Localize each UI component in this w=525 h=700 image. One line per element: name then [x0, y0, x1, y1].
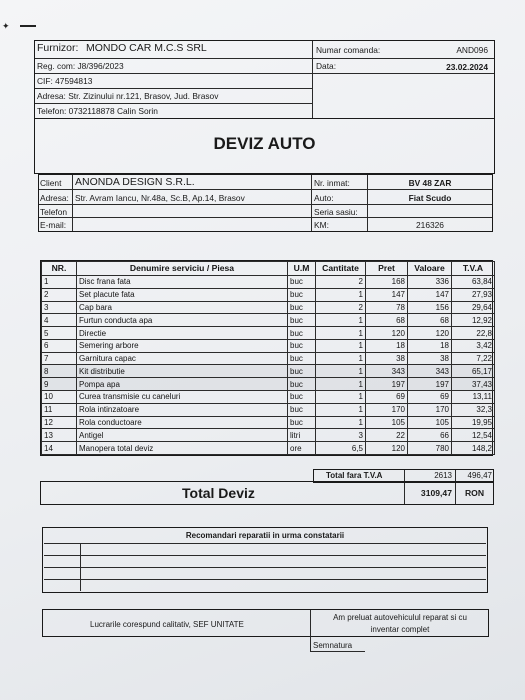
row-value: 197 — [408, 378, 452, 391]
order-date: 23.02.2024 — [446, 62, 488, 72]
row-vat: 13,11 — [452, 391, 495, 404]
corner-mark — [0, 18, 40, 32]
row-name: Directie — [77, 327, 288, 340]
row-vat: 37,43 — [452, 378, 495, 391]
table-row — [42, 276, 495, 289]
row-vat: 29,64 — [452, 301, 495, 314]
col-header-name: Denumire serviciu / Piesa — [77, 262, 288, 276]
row-qty: 6,5 — [316, 442, 366, 455]
row-name: Cap bara — [77, 301, 288, 314]
row-nr: 11 — [42, 403, 77, 416]
plate-label: Nr. inmat: — [314, 178, 350, 188]
row-um: buc — [288, 403, 316, 416]
row-nr: 14 — [42, 442, 77, 455]
row-nr: 5 — [42, 327, 77, 340]
row-um: ore — [288, 442, 316, 455]
supplier-phone: Telefon: 0732118878 Calin Sorin — [37, 106, 158, 116]
table-row — [42, 442, 495, 455]
row-nr: 3 — [42, 301, 77, 314]
row-price: 120 — [366, 327, 408, 340]
row-vat: 22,8 — [452, 327, 495, 340]
km-label: KM: — [314, 220, 329, 230]
net-total-label: Total fara T.V.A — [326, 471, 383, 480]
total-label: Total Deviz — [182, 485, 255, 501]
net-total-value: 2613 — [434, 471, 452, 480]
order-date-label: Data: — [316, 61, 337, 71]
row-name: Pompa apa — [77, 378, 288, 391]
row-name: Antigel — [77, 429, 288, 442]
row-um: buc — [288, 301, 316, 314]
row-nr: 12 — [42, 416, 77, 429]
row-nr: 2 — [42, 288, 77, 301]
row-price: 69 — [366, 391, 408, 404]
row-um: buc — [288, 416, 316, 429]
table-row — [42, 365, 495, 378]
row-value: 38 — [408, 352, 452, 365]
table-row — [42, 339, 495, 352]
row-qty: 1 — [316, 339, 366, 352]
row-vat: 3,42 — [452, 339, 495, 352]
row-name: Garnitura capac — [77, 352, 288, 365]
row-qty: 2 — [316, 301, 366, 314]
row-value: 66 — [408, 429, 452, 442]
col-header-qty: Cantitate — [316, 262, 366, 276]
row-value: 780 — [408, 442, 452, 455]
row-nr: 1 — [42, 276, 77, 289]
row-um: buc — [288, 314, 316, 327]
total-value: 3109,47 — [420, 488, 452, 498]
row-qty: 1 — [316, 391, 366, 404]
row-nr: 6 — [42, 339, 77, 352]
row-price: 170 — [366, 403, 408, 416]
row-um: buc — [288, 276, 316, 289]
row-nr: 4 — [42, 314, 77, 327]
row-value: 147 — [408, 288, 452, 301]
client-address-label: Adresa: — [40, 193, 69, 203]
row-qty: 1 — [316, 403, 366, 416]
row-price: 22 — [366, 429, 408, 442]
row-um: buc — [288, 352, 316, 365]
quality-statement: Lucrarile corespund calitativ, SEF UNITATE — [90, 620, 244, 629]
row-value: 170 — [408, 403, 452, 416]
row-vat: 7,22 — [452, 352, 495, 365]
row-vat: 65,17 — [452, 365, 495, 378]
row-vat: 32,3 — [452, 403, 495, 416]
received-statement-line2: inventar complet — [370, 625, 430, 634]
row-vat: 63,84 — [452, 276, 495, 289]
table-row — [42, 352, 495, 365]
supplier-address: Adresa: Str. Zizinului nr.121, Brasov, Jud. Brasov — [37, 91, 219, 101]
document-title: DEVIZ AUTO — [213, 134, 316, 153]
row-price: 120 — [366, 442, 408, 455]
row-nr: 10 — [42, 391, 77, 404]
row-price: 78 — [366, 301, 408, 314]
row-value: 69 — [408, 391, 452, 404]
row-name: Set placute fata — [77, 288, 288, 301]
row-qty: 2 — [316, 276, 366, 289]
order-number-label: Numar comanda: — [316, 45, 381, 55]
col-header-nr: NR. — [42, 262, 77, 276]
row-name: Rola intinzatoare — [77, 403, 288, 416]
row-um: litri — [288, 429, 316, 442]
table-row — [42, 314, 495, 327]
client-email-label: E-mail: — [40, 220, 67, 230]
auto-label: Auto: — [314, 193, 334, 203]
row-um: buc — [288, 288, 316, 301]
row-name: Curea transmisie cu caneluri — [77, 391, 288, 404]
table-row — [42, 288, 495, 301]
supplier-reg: Reg. com: J8/396/2023 — [37, 61, 124, 71]
table-row — [42, 391, 495, 404]
supplier-name: MONDO CAR M.C.S SRL — [86, 42, 207, 54]
row-nr: 9 — [42, 378, 77, 391]
col-header-vat: T.V.A — [452, 262, 495, 276]
col-header-price: Pret — [366, 262, 408, 276]
row-um: buc — [288, 391, 316, 404]
received-statement-line1: Am preluat autovehiculul reparat si cu — [333, 613, 467, 622]
row-vat: 19,95 — [452, 416, 495, 429]
col-header-value: Valoare — [408, 262, 452, 276]
row-vat: 12,54 — [452, 429, 495, 442]
row-value: 343 — [408, 365, 452, 378]
row-price: 18 — [366, 339, 408, 352]
row-value: 18 — [408, 339, 452, 352]
row-value: 68 — [408, 314, 452, 327]
row-name: Rola conductoare — [77, 416, 288, 429]
row-qty: 1 — [316, 365, 366, 378]
row-qty: 1 — [316, 416, 366, 429]
row-vat: 27,93 — [452, 288, 495, 301]
table-header-row — [42, 262, 495, 276]
table-row — [42, 301, 495, 314]
client-address: Str. Avram Iancu, Nr.48a, Sc.B, Ap.14, Brasov — [75, 193, 245, 203]
row-price: 105 — [366, 416, 408, 429]
row-value: 336 — [408, 276, 452, 289]
row-value: 120 — [408, 327, 452, 340]
client-phone-label: Telefon — [40, 207, 68, 217]
row-vat: 12,92 — [452, 314, 495, 327]
arrow-icon: ✦ — [2, 21, 10, 31]
row-name: Disc frana fata — [77, 276, 288, 289]
row-nr: 7 — [42, 352, 77, 365]
net-total-vat: 496,47 — [467, 471, 492, 480]
row-um: buc — [288, 327, 316, 340]
signature-label: Semnatura — [313, 641, 353, 650]
row-nr: 13 — [42, 429, 77, 442]
dash-mark — [20, 25, 36, 27]
row-price: 168 — [366, 276, 408, 289]
table-row — [42, 403, 495, 416]
row-price: 38 — [366, 352, 408, 365]
auto-value: Fiat Scudo — [408, 193, 452, 203]
table-row — [42, 327, 495, 340]
row-name: Furtun conducta apa — [77, 314, 288, 327]
row-qty: 1 — [316, 352, 366, 365]
items-table — [40, 260, 493, 456]
table-row — [42, 416, 495, 429]
row-name: Manopera total deviz — [77, 442, 288, 455]
supplier-label: Furnizor: — [37, 42, 79, 54]
plate-value: BV 48 ZAR — [408, 178, 452, 188]
row-vat: 148,2 — [452, 442, 495, 455]
row-price: 197 — [366, 378, 408, 391]
km-value: 216326 — [416, 220, 444, 230]
row-value: 105 — [408, 416, 452, 429]
row-price: 343 — [366, 365, 408, 378]
row-name: Kit distributie — [77, 365, 288, 378]
row-um: buc — [288, 339, 316, 352]
row-qty: 1 — [316, 327, 366, 340]
client-label: Client — [40, 178, 62, 188]
row-price: 68 — [366, 314, 408, 327]
row-name: Semering arbore — [77, 339, 288, 352]
vin-label: Seria sasiu: — [314, 207, 358, 217]
row-price: 147 — [366, 288, 408, 301]
row-qty: 1 — [316, 378, 366, 391]
recommendations-title: Recomandari reparatii in urma constatarii — [185, 531, 345, 540]
row-qty: 3 — [316, 429, 366, 442]
row-nr: 8 — [42, 365, 77, 378]
order-number: AND096 — [456, 45, 488, 55]
row-value: 156 — [408, 301, 452, 314]
supplier-cif: CIF: 47594813 — [37, 76, 93, 86]
row-qty: 1 — [316, 288, 366, 301]
row-um: buc — [288, 378, 316, 391]
table-row — [42, 378, 495, 391]
col-header-um: U.M — [288, 262, 316, 276]
row-qty: 1 — [316, 314, 366, 327]
table-row — [42, 429, 495, 442]
client-name: ANONDA DESIGN S.R.L. — [75, 176, 195, 188]
total-currency: RON — [464, 488, 485, 498]
row-um: buc — [288, 365, 316, 378]
